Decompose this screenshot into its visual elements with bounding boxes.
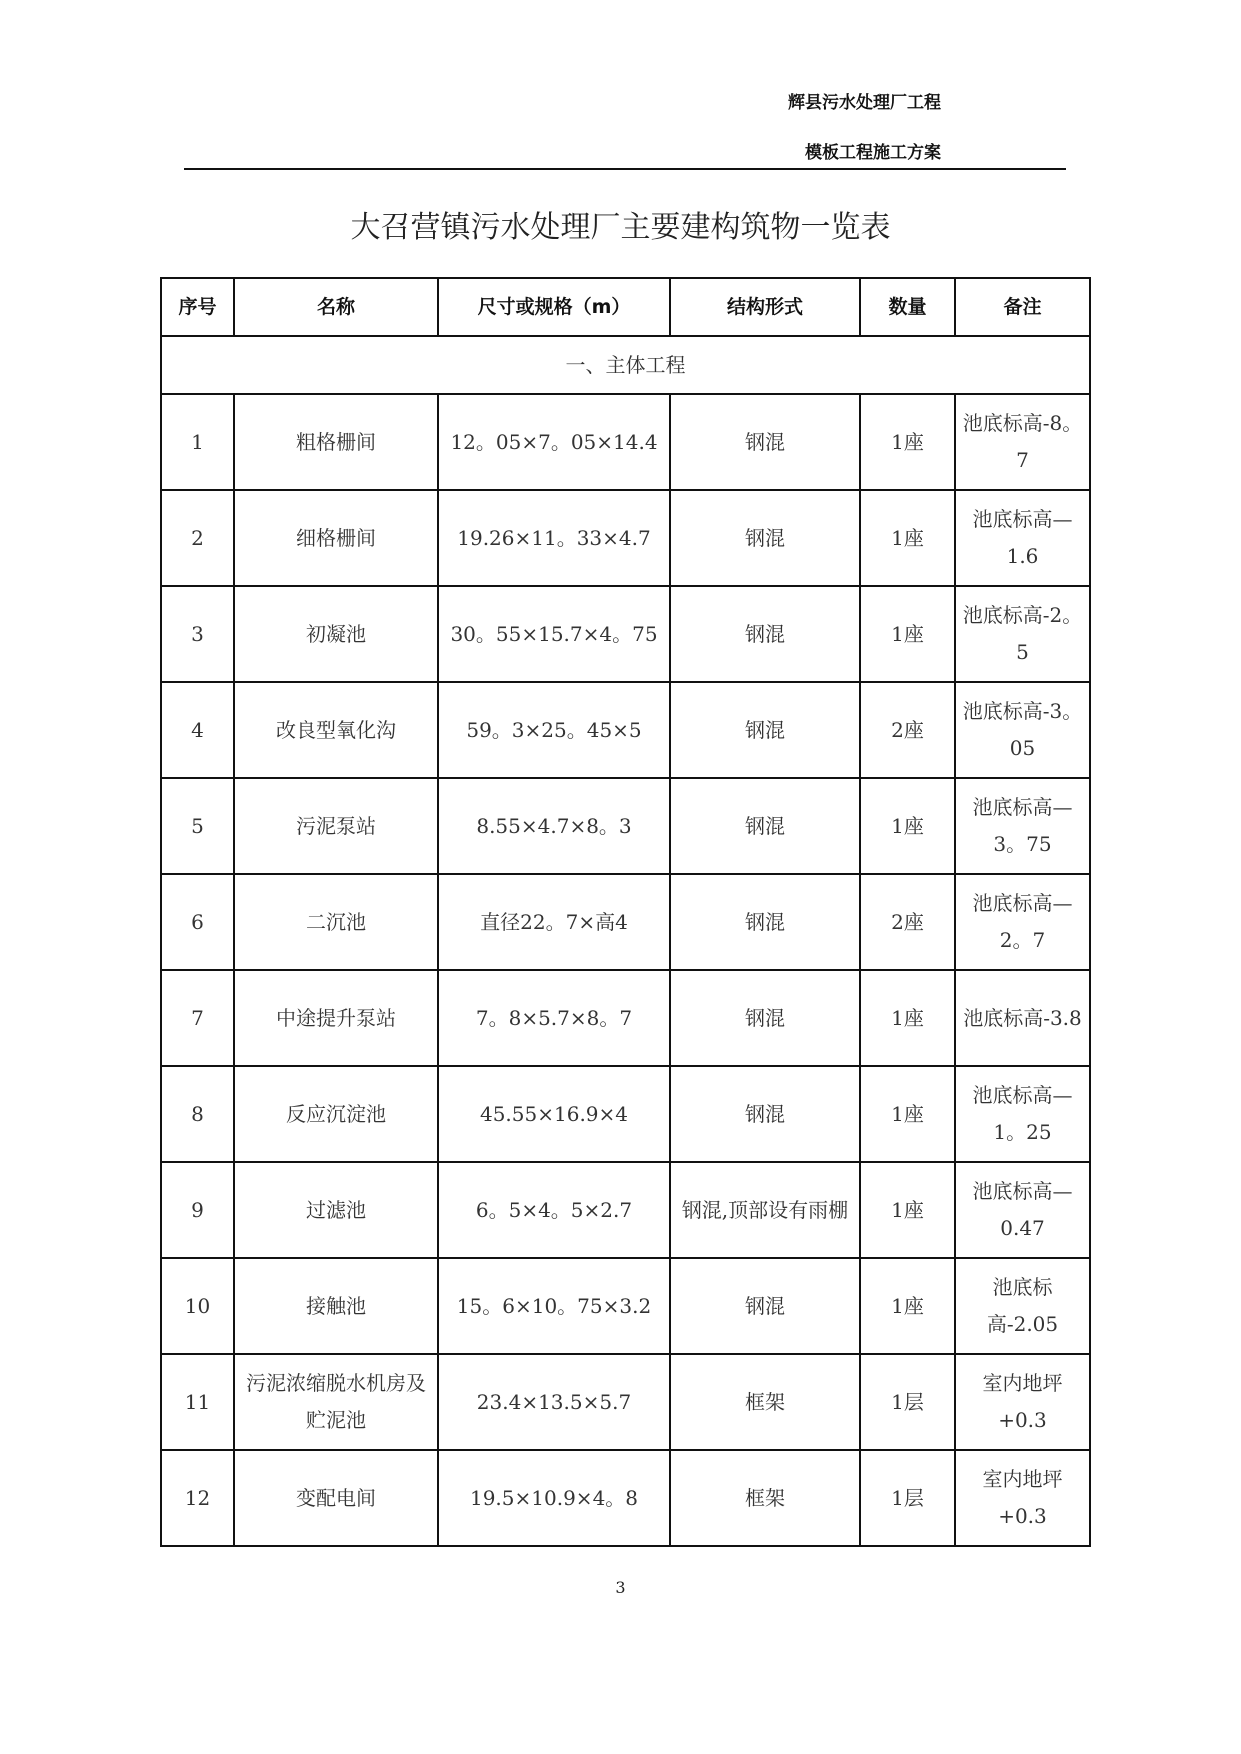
cell-note: 池底标高—3。75 — [955, 778, 1090, 874]
cell-no: 11 — [161, 1354, 234, 1450]
header-project-name: 辉县污水处理厂工程 — [788, 93, 941, 113]
cell-no: 4 — [161, 682, 234, 778]
cell-structure: 框架 — [670, 1354, 860, 1450]
cell-no: 12 — [161, 1450, 234, 1546]
table-row — [161, 1354, 1090, 1450]
table-row — [161, 586, 1090, 682]
cell-qty: 1座 — [860, 778, 955, 874]
page-number: 3 — [615, 1578, 626, 1597]
cell-qty: 1座 — [860, 1162, 955, 1258]
cell-size: 12。05×7。05×14.4 — [438, 394, 670, 490]
table-row — [161, 682, 1090, 778]
cell-name: 中途提升泵站 — [234, 970, 438, 1066]
cell-no: 5 — [161, 778, 234, 874]
cell-size: 23.4×13.5×5.7 — [438, 1354, 670, 1450]
cell-structure: 框架 — [670, 1450, 860, 1546]
header-cell-no: 序号 — [161, 278, 234, 336]
cell-name: 二沉池 — [234, 874, 438, 970]
cell-no: 7 — [161, 970, 234, 1066]
structures-table — [160, 277, 1091, 1547]
section-label: 一、主体工程 — [161, 336, 1090, 394]
cell-qty: 2座 — [860, 874, 955, 970]
table-row — [161, 874, 1090, 970]
cell-size: 6。5×4。5×2.7 — [438, 1162, 670, 1258]
page-title: 大召营镇污水处理厂主要建构筑物一览表 — [350, 210, 891, 245]
cell-size: 19.5×10.9×4。8 — [438, 1450, 670, 1546]
cell-name: 反应沉淀池 — [234, 1066, 438, 1162]
cell-size: 45.55×16.9×4 — [438, 1066, 670, 1162]
cell-size: 8.55×4.7×8。3 — [438, 778, 670, 874]
cell-note: 池底标高—1。25 — [955, 1066, 1090, 1162]
cell-no: 1 — [161, 394, 234, 490]
table-row — [161, 778, 1090, 874]
cell-qty: 2座 — [860, 682, 955, 778]
cell-name: 污泥浓缩脱水机房及贮泥池 — [234, 1354, 438, 1450]
cell-structure: 钢混 — [670, 394, 860, 490]
cell-name: 改良型氧化沟 — [234, 682, 438, 778]
cell-no: 6 — [161, 874, 234, 970]
cell-structure: 钢混 — [670, 586, 860, 682]
cell-note: 池底标高—1.6 — [955, 490, 1090, 586]
cell-no: 10 — [161, 1258, 234, 1354]
cell-qty: 1座 — [860, 586, 955, 682]
cell-no: 3 — [161, 586, 234, 682]
cell-note: 室内地坪+0.3 — [955, 1450, 1090, 1546]
cell-structure: 钢混 — [670, 1258, 860, 1354]
table-row — [161, 970, 1090, 1066]
cell-size: 15。6×10。75×3.2 — [438, 1258, 670, 1354]
cell-size: 19.26×11。33×4.7 — [438, 490, 670, 586]
cell-name: 粗格栅间 — [234, 394, 438, 490]
table-row — [161, 1258, 1090, 1354]
cell-no: 9 — [161, 1162, 234, 1258]
cell-qty: 1座 — [860, 490, 955, 586]
cell-size: 30。55×15.7×4。75 — [438, 586, 670, 682]
cell-note: 池底标高-8。7 — [955, 394, 1090, 490]
table-row — [161, 1450, 1090, 1546]
cell-note: 池底标高-3。05 — [955, 682, 1090, 778]
cell-qty: 1座 — [860, 1258, 955, 1354]
cell-size: 直径22。7×高4 — [438, 874, 670, 970]
cell-qty: 1层 — [860, 1450, 955, 1546]
header-cell-note: 备注 — [955, 278, 1090, 336]
table-row — [161, 490, 1090, 586]
table-header-row — [161, 278, 1090, 336]
header-cell-name: 名称 — [234, 278, 438, 336]
section-row — [161, 336, 1090, 394]
cell-structure: 钢混 — [670, 970, 860, 1066]
cell-note: 池底标高—0.47 — [955, 1162, 1090, 1258]
cell-no: 8 — [161, 1066, 234, 1162]
cell-name: 污泥泵站 — [234, 778, 438, 874]
cell-note: 室内地坪+0.3 — [955, 1354, 1090, 1450]
cell-qty: 1座 — [860, 1066, 955, 1162]
cell-qty: 1层 — [860, 1354, 955, 1450]
cell-size: 7。8×5.7×8。7 — [438, 970, 670, 1066]
cell-note: 池底标高-2。5 — [955, 586, 1090, 682]
cell-name: 过滤池 — [234, 1162, 438, 1258]
cell-qty: 1座 — [860, 970, 955, 1066]
table-row — [161, 1066, 1090, 1162]
cell-structure: 钢混,顶部设有雨棚 — [670, 1162, 860, 1258]
header-cell-qty: 数量 — [860, 278, 955, 336]
cell-name: 变配电间 — [234, 1450, 438, 1546]
cell-name: 细格栅间 — [234, 490, 438, 586]
cell-name: 初凝池 — [234, 586, 438, 682]
cell-note: 池底标高—2。7 — [955, 874, 1090, 970]
header-cell-size: 尺寸或规格（m） — [438, 278, 670, 336]
cell-qty: 1座 — [860, 394, 955, 490]
header-cell-structure: 结构形式 — [670, 278, 860, 336]
cell-structure: 钢混 — [670, 490, 860, 586]
header-document-name: 模板工程施工方案 — [805, 143, 941, 163]
table-row — [161, 1162, 1090, 1258]
cell-note: 池底标高-2.05 — [955, 1258, 1090, 1354]
cell-structure: 钢混 — [670, 682, 860, 778]
cell-structure: 钢混 — [670, 778, 860, 874]
cell-name: 接触池 — [234, 1258, 438, 1354]
cell-structure: 钢混 — [670, 1066, 860, 1162]
cell-size: 59。3×25。45×5 — [438, 682, 670, 778]
table-body — [161, 394, 1090, 1546]
header-rule — [184, 168, 1066, 170]
cell-structure: 钢混 — [670, 874, 860, 970]
cell-note: 池底标高-3.8 — [955, 970, 1090, 1066]
table-row — [161, 394, 1090, 490]
cell-no: 2 — [161, 490, 234, 586]
